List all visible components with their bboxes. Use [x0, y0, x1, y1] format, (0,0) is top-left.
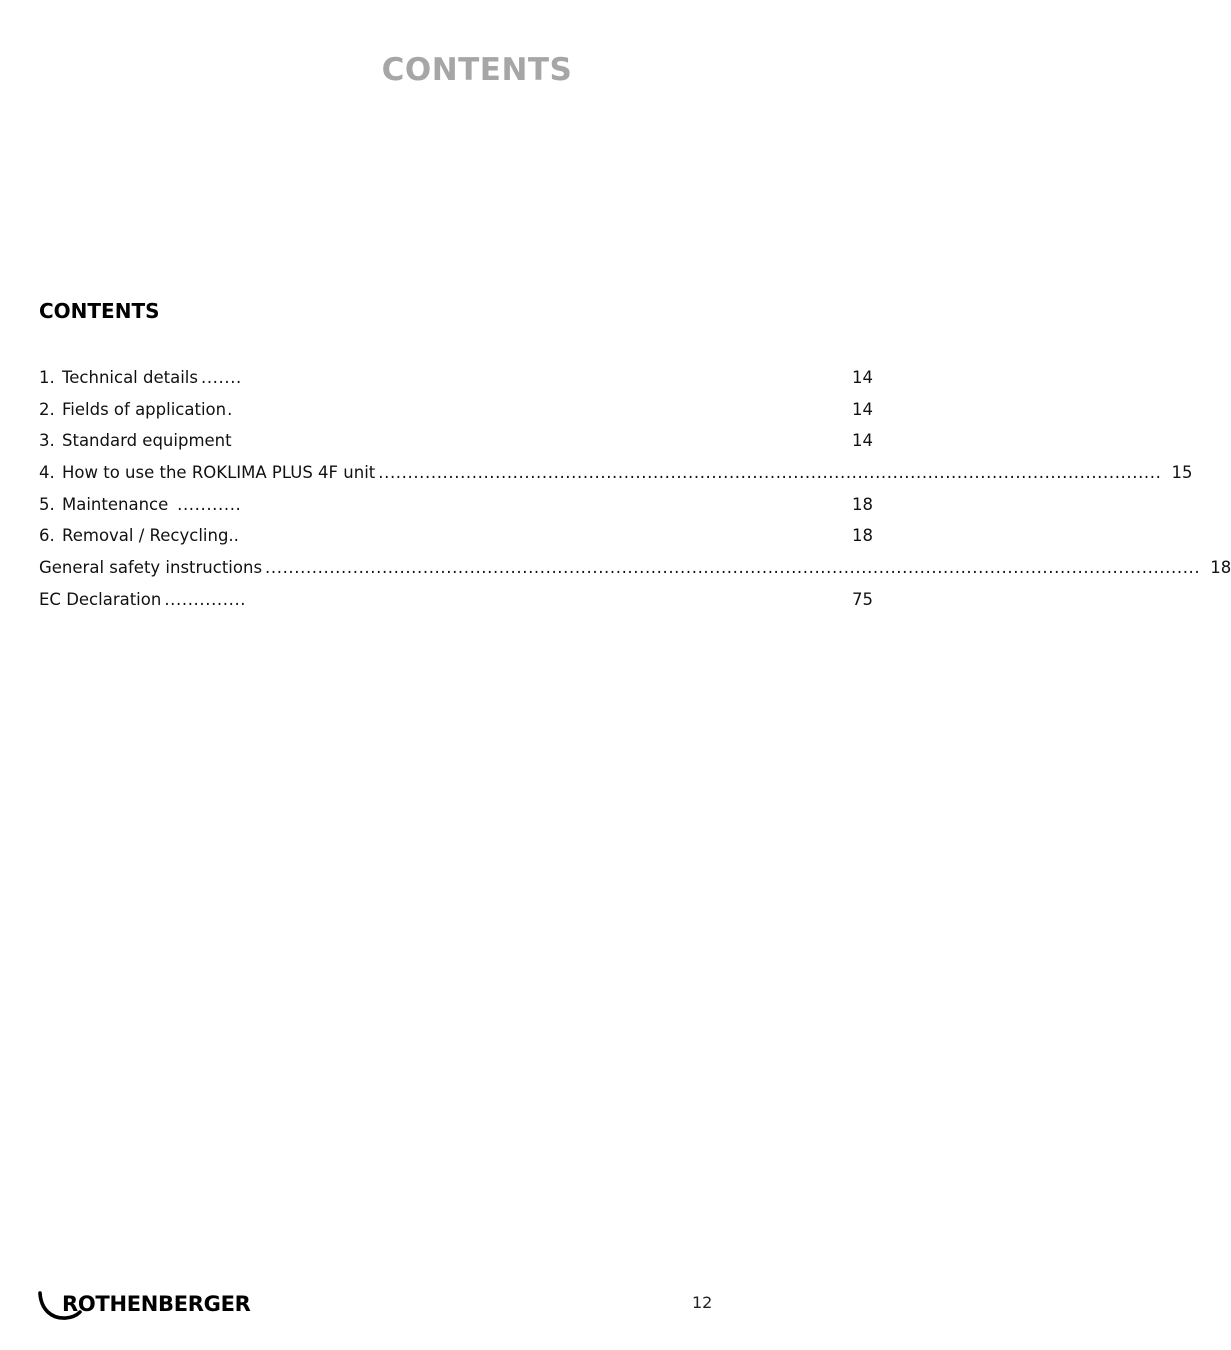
brand-logo-text: ROTHENBERGER: [62, 1292, 251, 1316]
toc-leader-dots: ................................................................................................................................................................: [265, 558, 1201, 578]
toc-entry: [39, 489, 873, 521]
toc-entry-number: 5.: [39, 494, 55, 514]
brand-logo: [38, 1288, 251, 1322]
toc-entry: [39, 425, 873, 457]
toc-leader-dots: .......: [200, 368, 242, 387]
toc-entry-page: 14: [852, 399, 873, 419]
toc-entry-label: Fields of application: [62, 399, 227, 419]
toc-entry: [39, 520, 873, 552]
page-header-title: CONTENTS: [381, 52, 573, 88]
toc-entry-page: 18: [852, 494, 873, 514]
toc-entry: [39, 584, 873, 616]
toc-leader-dots: ..............: [164, 589, 247, 609]
toc-entry-number: 1.: [39, 368, 55, 387]
toc-entry-label: Removal / Recycling..: [62, 526, 239, 546]
toc-entry-label: EC Declaration: [39, 589, 162, 609]
toc-entry-page: 14: [852, 368, 873, 387]
toc-entry-label: General safety instructions: [39, 558, 263, 578]
toc-leader-dots: ......................................................................................................................................: [378, 463, 1162, 483]
toc-entry-number: 2.: [39, 399, 55, 419]
toc-entry-page: 75: [852, 589, 873, 609]
toc-entry: [39, 362, 873, 394]
toc-entry-label: How to use the ROKLIMA PLUS 4F unit: [62, 463, 376, 483]
toc-entry-page: 15: [1171, 463, 1193, 483]
table-of-contents: [39, 362, 1231, 616]
page-number: 12: [692, 1293, 713, 1312]
contents-heading: CONTENTS: [39, 299, 160, 323]
toc-entry-number: 4.: [39, 463, 55, 483]
toc-entry-label: Standard equipment: [62, 431, 232, 451]
toc-entry: [39, 552, 1231, 584]
toc-entry: [39, 394, 873, 426]
toc-entry-number: 3.: [39, 431, 55, 451]
toc-entry: [39, 457, 1193, 489]
toc-entry-number: 6.: [39, 526, 55, 546]
toc-entry-label: Technical details: [62, 368, 198, 387]
toc-entry-page: 18: [852, 526, 873, 546]
toc-entry-page: 18: [1210, 558, 1231, 578]
toc-entry-label: Maintenance: [62, 494, 169, 514]
toc-leader-dots: .: [227, 399, 233, 419]
toc-entry-page: 14: [852, 431, 873, 451]
toc-leader-dots: ...........: [171, 494, 242, 514]
